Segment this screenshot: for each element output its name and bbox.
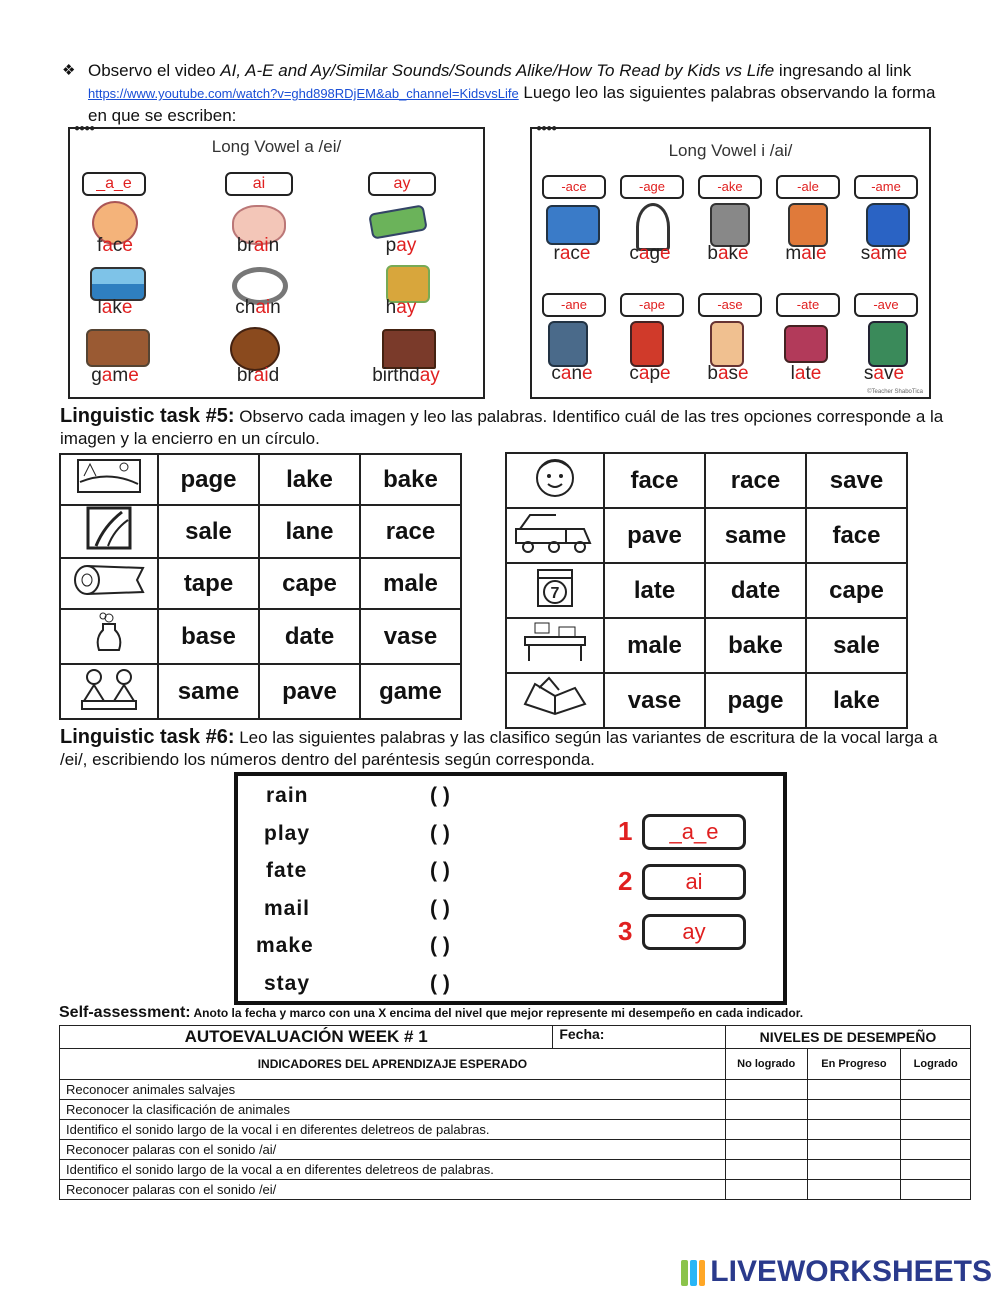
word-male: male <box>785 243 827 264</box>
mark-cell[interactable] <box>807 1120 901 1140</box>
table-row <box>506 453 907 508</box>
lane-picture <box>60 505 158 558</box>
mark-cell[interactable] <box>807 1180 901 1200</box>
cape-picture <box>630 321 664 367</box>
option-word[interactable]: cape <box>259 558 360 609</box>
indicator-text: Reconocer la clasificación de animales <box>60 1100 726 1120</box>
tag-age: -age <box>620 175 684 199</box>
tag-ay: ay <box>368 172 436 196</box>
mark-cell[interactable] <box>725 1140 807 1160</box>
word-base: base <box>707 363 749 384</box>
mark-cell[interactable] <box>901 1140 971 1160</box>
answer-parenthesis[interactable]: ( ) <box>430 972 450 995</box>
tag-ape: -ape <box>620 293 684 317</box>
option-word[interactable]: race <box>705 453 806 508</box>
birthday-picture <box>382 329 436 369</box>
task6-heading: Linguistic task #6: Leo las siguientes palabras y las clasifico según las variantes de escritura de la vocal larga a /ei/, escribiendo los números dentro del paréntesis según corresponda. <box>60 726 938 769</box>
word-face: face <box>97 235 133 256</box>
race-picture <box>546 205 600 245</box>
answer-parenthesis[interactable]: ( ) <box>430 859 450 882</box>
mark-cell[interactable] <box>725 1160 807 1180</box>
intro-paragraph <box>62 60 942 127</box>
niveles-header: NIVELES DE DESEMPEÑO <box>725 1026 970 1049</box>
word-save: save <box>863 363 905 384</box>
answer-parenthesis[interactable]: ( ) <box>430 934 450 957</box>
table-row <box>506 563 907 618</box>
indicator-text: Reconocer palaras con el sonido /ai/ <box>60 1140 726 1160</box>
word-cape: cape <box>629 363 671 384</box>
dots-decoration: ●●●● <box>74 123 95 134</box>
table-row <box>60 1080 971 1100</box>
intro-before: Observo el video <box>88 61 221 80</box>
mark-cell[interactable] <box>901 1180 971 1200</box>
tag-ale: -ale <box>776 175 840 199</box>
lake-picture <box>90 267 146 301</box>
option-word[interactable]: bake <box>360 454 461 505</box>
male-picture <box>788 203 828 247</box>
word-cane: cane <box>551 363 593 384</box>
liveworksheets-icon <box>680 1258 706 1288</box>
mark-cell[interactable] <box>901 1120 971 1140</box>
game-picture <box>60 664 158 719</box>
option-word[interactable]: face <box>604 453 705 508</box>
dots-decoration: ●●●● <box>536 123 557 134</box>
tag-ane: -ane <box>542 293 606 317</box>
table-row <box>60 1120 971 1140</box>
mark-cell[interactable] <box>901 1160 971 1180</box>
liveworksheets-logo: LIVEWORKSHEETS <box>680 1255 992 1289</box>
answer-parenthesis[interactable]: ( ) <box>430 897 450 920</box>
indicator-text: Identifico el sonido largo de la vocal a en diferentes deletreos de palabras. <box>60 1160 726 1180</box>
option-word[interactable]: race <box>360 505 461 558</box>
option-word[interactable]: game <box>360 664 461 719</box>
option-word[interactable]: save <box>806 453 907 508</box>
option-word[interactable]: lake <box>806 673 907 728</box>
table-row <box>60 664 461 719</box>
class-word: mail <box>264 897 311 920</box>
option-word[interactable]: base <box>158 609 259 664</box>
word-cage: cage <box>629 243 671 264</box>
word-game: game <box>91 365 139 386</box>
face-picture <box>506 453 604 508</box>
word-hay: hay <box>385 297 417 318</box>
indicadores-header: INDICADORES DEL APRENDIZAJE ESPERADO <box>60 1049 726 1080</box>
class-word: stay <box>264 972 311 995</box>
bullet-icon: ❖ <box>62 62 76 79</box>
table-row <box>60 1180 971 1200</box>
class-word: rain <box>266 784 309 807</box>
fecha-cell[interactable]: Fecha: <box>553 1026 726 1049</box>
word-bake: bake <box>707 243 749 264</box>
panel-a-title: Long Vowel a /ei/ <box>211 137 342 156</box>
late-picture <box>784 325 828 363</box>
mark-cell[interactable] <box>725 1100 807 1120</box>
tag-ase: -ase <box>698 293 762 317</box>
option-word[interactable]: vase <box>360 609 461 664</box>
category-tag: ay <box>642 914 746 950</box>
category-number: 2 <box>618 866 633 896</box>
game-picture <box>86 329 150 367</box>
option-word[interactable]: date <box>259 609 360 664</box>
table-row <box>506 618 907 673</box>
table-row <box>60 1140 971 1160</box>
self-assessment-table <box>59 1025 971 1200</box>
option-word[interactable]: sale <box>806 618 907 673</box>
task5-right-table <box>505 452 908 729</box>
word-lake: lake <box>97 297 133 318</box>
classification-box <box>234 772 787 1005</box>
class-word: make <box>256 934 314 957</box>
task5-heading: Linguistic task #5: Observo cada imagen y leo las palabras. Identifico cuál de las tres opciones corresponde a la imagen y la encierro en un círculo. <box>60 405 944 448</box>
option-word[interactable]: sale <box>158 505 259 558</box>
option-word[interactable]: date <box>705 563 806 618</box>
same-picture <box>866 203 910 247</box>
word-race: race <box>553 243 591 264</box>
option-word[interactable]: same <box>158 664 259 719</box>
video-link[interactable]: https://www.youtube.com/watch?v=ghd898RDjEM&ab_channel=KidsvsLife <box>88 86 519 101</box>
option-word[interactable]: late <box>604 563 705 618</box>
save-picture <box>868 321 908 367</box>
table-row <box>506 508 907 563</box>
vase-picture <box>60 609 158 664</box>
mark-cell[interactable] <box>807 1140 901 1160</box>
indicator-text: Identifico el sonido largo de la vocal i en diferentes deletreos de palabras. <box>60 1120 726 1140</box>
sale-picture <box>506 618 604 673</box>
option-word[interactable]: page <box>705 673 806 728</box>
table-row <box>60 609 461 664</box>
tag-a-e: _a_e <box>82 172 146 196</box>
mark-cell[interactable] <box>807 1160 901 1180</box>
word-pay: pay <box>385 235 417 256</box>
tag-ai: ai <box>225 172 293 196</box>
intro-after: Luego leo las siguientes palabras observando la forma en que se escriben: <box>88 83 936 125</box>
table-row <box>60 558 461 609</box>
table-row <box>506 673 907 728</box>
table-row <box>60 1100 971 1120</box>
tag-ake: -ake <box>698 175 762 199</box>
level-header: Logrado <box>901 1049 971 1080</box>
option-word[interactable]: vase <box>604 673 705 728</box>
option-word[interactable]: page <box>158 454 259 505</box>
word-late: late <box>790 363 822 384</box>
intro-middle: ingresando al link <box>774 61 912 80</box>
pave-picture <box>506 508 604 563</box>
level-header: En Progreso <box>807 1049 901 1080</box>
answer-parenthesis[interactable]: ( ) <box>430 822 450 845</box>
table-row <box>60 505 461 558</box>
page-picture <box>506 673 604 728</box>
category-tag: ai <box>642 864 746 900</box>
category-number: 1 <box>618 816 633 846</box>
calendar-number: 7 <box>550 585 560 602</box>
credit-text: ©Teacher ShaboTica <box>867 389 923 395</box>
mark-cell[interactable] <box>725 1080 807 1100</box>
tag-ace: -ace <box>542 175 606 199</box>
category-tag: _a_e <box>642 814 746 850</box>
word-brain: brain <box>236 235 280 256</box>
tag-ave: -ave <box>854 293 918 317</box>
tag-ate: -ate <box>776 293 840 317</box>
lake-picture <box>60 454 158 505</box>
indicator-text: Reconocer palaras con el sonido /ei/ <box>60 1180 726 1200</box>
option-word[interactable]: male <box>360 558 461 609</box>
table-row <box>60 1026 971 1049</box>
word-birthday: birthday <box>372 365 440 386</box>
option-word[interactable]: tape <box>158 558 259 609</box>
option-word[interactable]: pave <box>604 508 705 563</box>
word-same: same <box>860 243 908 264</box>
table-row <box>60 1160 971 1180</box>
cane-picture <box>548 321 588 367</box>
class-word: fate <box>266 859 308 882</box>
mark-cell[interactable] <box>901 1100 971 1120</box>
table-title: AUTOEVALUACIÓN WEEK # 1 <box>60 1026 553 1049</box>
tape-picture <box>60 558 158 609</box>
option-word[interactable]: cape <box>806 563 907 618</box>
category-number: 3 <box>618 916 633 946</box>
mark-cell[interactable] <box>725 1120 807 1140</box>
long-vowel-a-panel <box>68 123 485 399</box>
mark-cell[interactable] <box>901 1080 971 1100</box>
mark-cell[interactable] <box>725 1180 807 1200</box>
indicator-text: Reconocer animales salvajes <box>60 1080 726 1100</box>
level-header: No logrado <box>725 1049 807 1080</box>
class-word: play <box>264 822 311 845</box>
option-word[interactable]: same <box>705 508 806 563</box>
long-vowel-i-panel <box>530 123 931 399</box>
table-row <box>60 454 461 505</box>
mark-cell[interactable] <box>807 1100 901 1120</box>
option-word[interactable]: lake <box>259 454 360 505</box>
table-row <box>60 1049 971 1080</box>
panel-i-title: Long Vowel i /ai/ <box>668 141 793 160</box>
word-chain: chain <box>235 297 281 318</box>
mark-cell[interactable] <box>807 1080 901 1100</box>
base-picture <box>710 321 744 367</box>
calendar-picture <box>506 563 604 618</box>
video-title: AI, A-E and Ay/Similar Sounds/Sounds Alike/How To Read by Kids vs Life <box>220 61 775 80</box>
bake-picture <box>710 203 750 247</box>
tag-ame: -ame <box>854 175 918 199</box>
self-assessment-label: Self-assessment: Anoto la fecha y marco con una X encima del nivel que mejor represente mi desempeño en cada indicador. <box>59 1004 804 1021</box>
option-word[interactable]: male <box>604 618 705 673</box>
option-word[interactable]: pave <box>259 664 360 719</box>
option-word[interactable]: face <box>806 508 907 563</box>
task5-left-table <box>59 453 462 720</box>
option-word[interactable]: bake <box>705 618 806 673</box>
word-braid: braid <box>236 365 280 386</box>
answer-parenthesis[interactable]: ( ) <box>430 784 450 807</box>
option-word[interactable]: lane <box>259 505 360 558</box>
